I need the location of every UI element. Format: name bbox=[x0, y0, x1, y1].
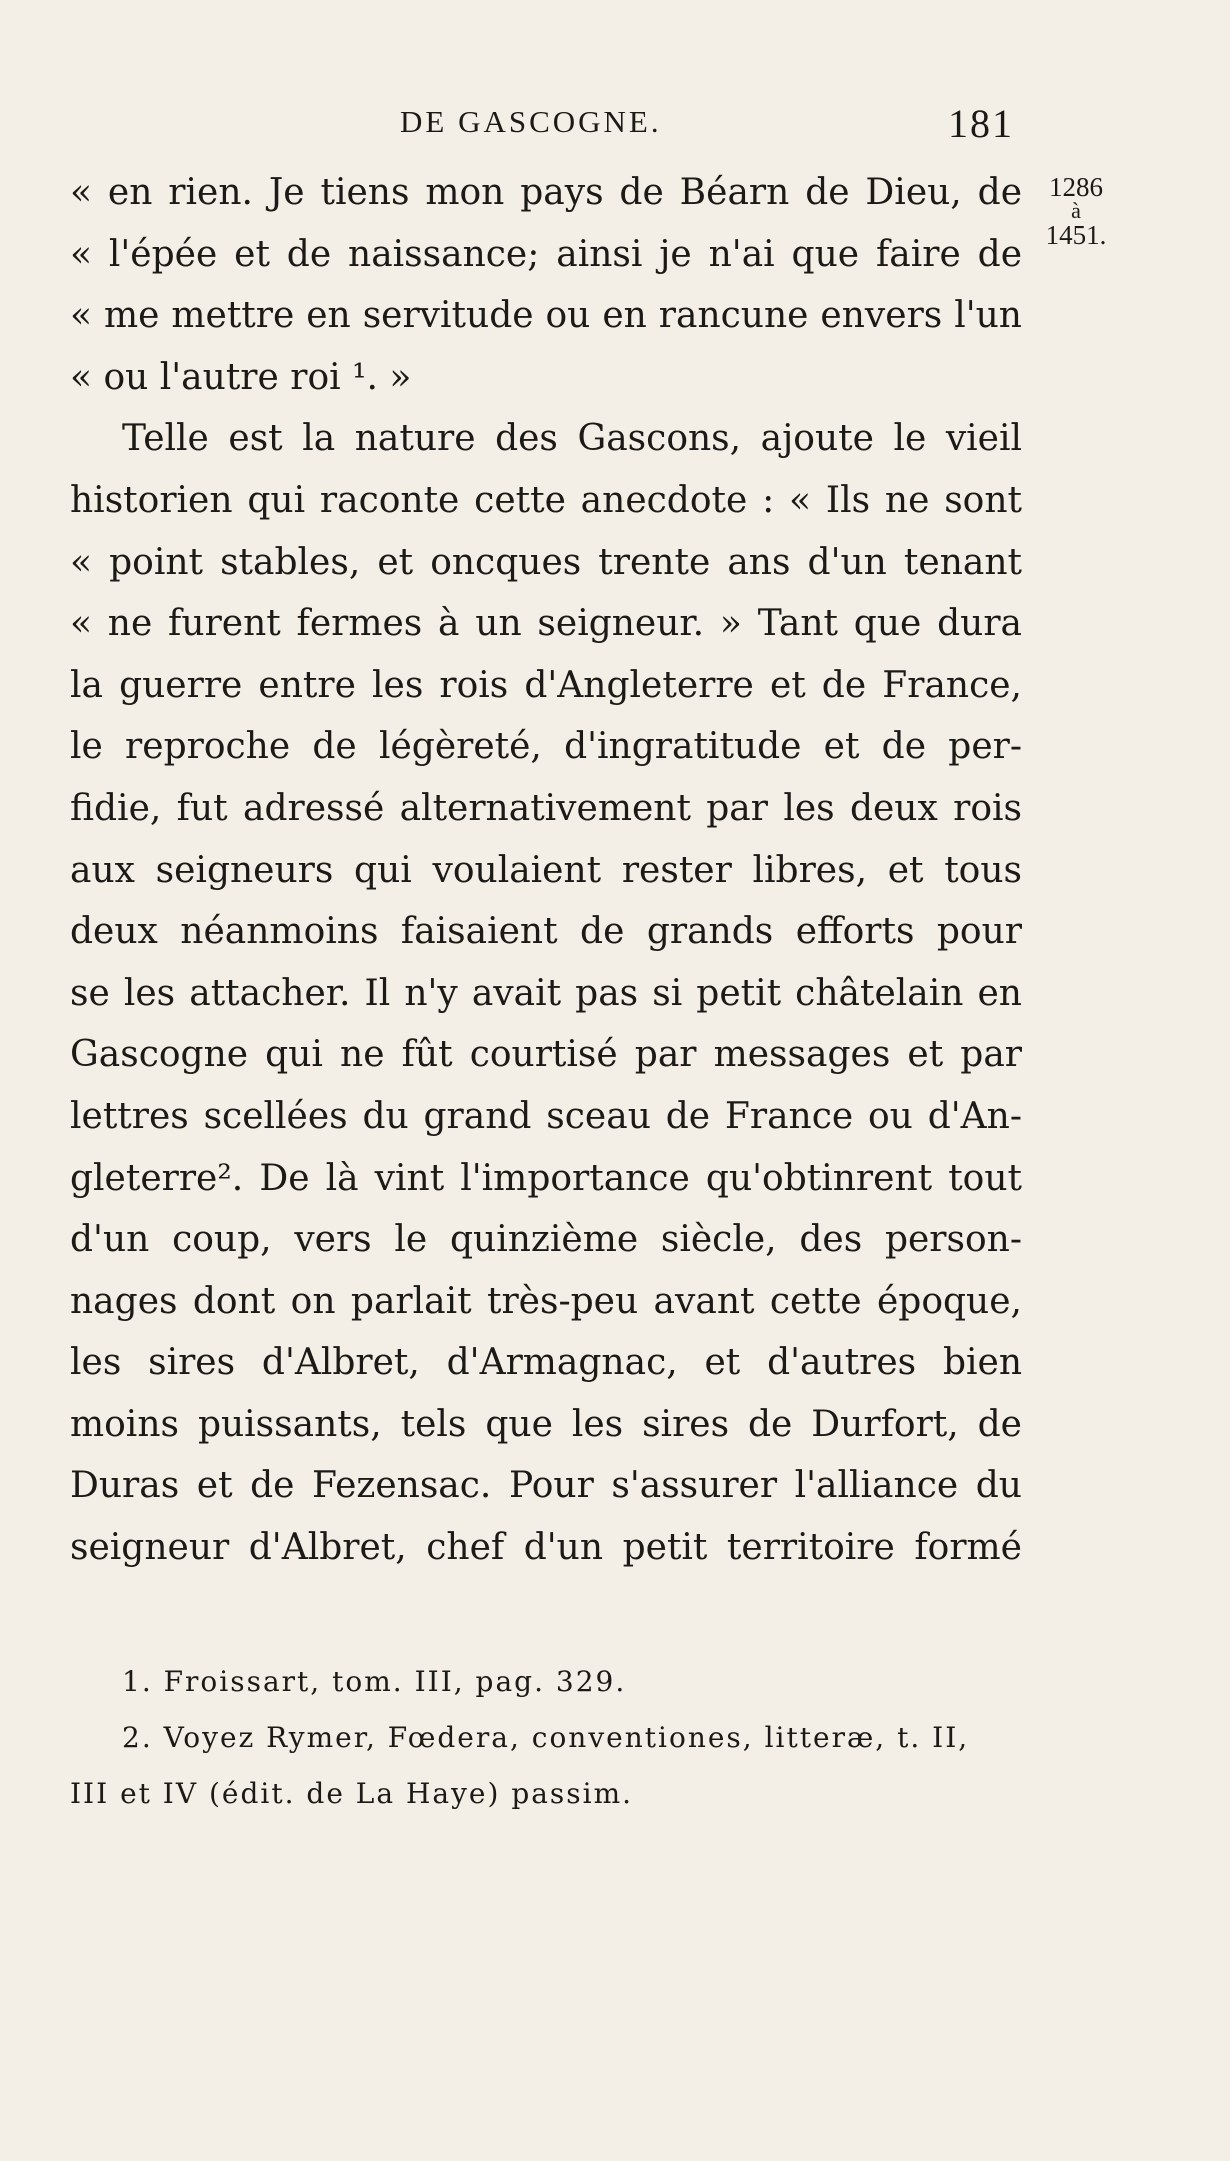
text-line: deux néanmoins faisaient de grands efforts pour bbox=[70, 911, 1022, 953]
footnote-2-continuation: III et IV (édit. de La Haye) passim. bbox=[70, 1777, 634, 1810]
text-line: gleterre². De là vint l'importance qu'obtinrent tout bbox=[70, 1157, 1022, 1199]
running-title: DE GASCOGNE. bbox=[400, 104, 662, 139]
text-line: les sires d'Albret, d'Armagnac, et d'autres bien bbox=[70, 1342, 1022, 1384]
text-line: « en rien. Je tiens mon pays de Béarn de Dieu, de bbox=[70, 172, 1022, 213]
text-line: se les attacher. Il n'y avait pas si petit châtelain en bbox=[70, 972, 1022, 1014]
text-line: d'un coup, vers le quinzième siècle, des person- bbox=[70, 1219, 1022, 1261]
running-head bbox=[0, 100, 1230, 150]
text-line: nages dont on parlait très-peu avant cette époque, bbox=[70, 1280, 1022, 1322]
text-line: historien qui raconte cette anecdote : « Ils ne sont bbox=[70, 479, 1022, 521]
text-line: la guerre entre les rois d'Angleterre et de France, bbox=[70, 664, 1022, 706]
text-line: le reproche de légèreté, d'ingratitude et de per- bbox=[70, 726, 1022, 768]
footnote-1: 1. Froissart, tom. III, pag. 329. bbox=[122, 1665, 627, 1698]
margin-year-start: 1286 bbox=[1049, 172, 1103, 202]
text-line: moins puissants, tels que les sires de Durfort, de bbox=[70, 1403, 1022, 1445]
text-line: aux seigneurs qui voulaient rester libres, et tous bbox=[70, 849, 1022, 891]
page-number: 181 bbox=[948, 101, 1014, 146]
body-text bbox=[70, 162, 1022, 1579]
text-line: lettres scellées du grand sceau de France ou d'An- bbox=[70, 1095, 1022, 1137]
text-line: Gascogne qui ne fût courtisé par messages et par bbox=[70, 1034, 1022, 1076]
text-line: « l'épée et de naissance; ainsi je n'ai que faire de bbox=[70, 233, 1022, 275]
text-line: Duras et de Fezensac. Pour s'assurer l'alliance du bbox=[70, 1465, 1022, 1507]
text-line: « ou l'autre roi ¹. » bbox=[70, 356, 412, 398]
footnote-2: 2. Voyez Rymer, Fœdera, conventiones, litteræ, t. II, bbox=[122, 1721, 970, 1754]
text-line: « point stables, et oncques trente ans d'un tenant bbox=[70, 541, 1022, 583]
text-line: seigneur d'Albret, chef d'un petit territoire formé bbox=[70, 1527, 1022, 1569]
text-line: Telle est la nature des Gascons, ajoute le vieil bbox=[122, 418, 1022, 460]
text-line: fidie, fut adressé alternativement par les deux rois bbox=[70, 787, 1022, 829]
margin-year-end: 1451. bbox=[1045, 220, 1107, 250]
footnotes bbox=[70, 1654, 1050, 1822]
margin-date-note bbox=[1036, 172, 1116, 250]
text-line: « ne furent fermes à un seigneur. » Tant que dura bbox=[70, 603, 1022, 645]
text-line: « me mettre en servitude ou en rancune envers l'un bbox=[70, 295, 1022, 337]
margin-connector: à bbox=[1071, 198, 1081, 223]
